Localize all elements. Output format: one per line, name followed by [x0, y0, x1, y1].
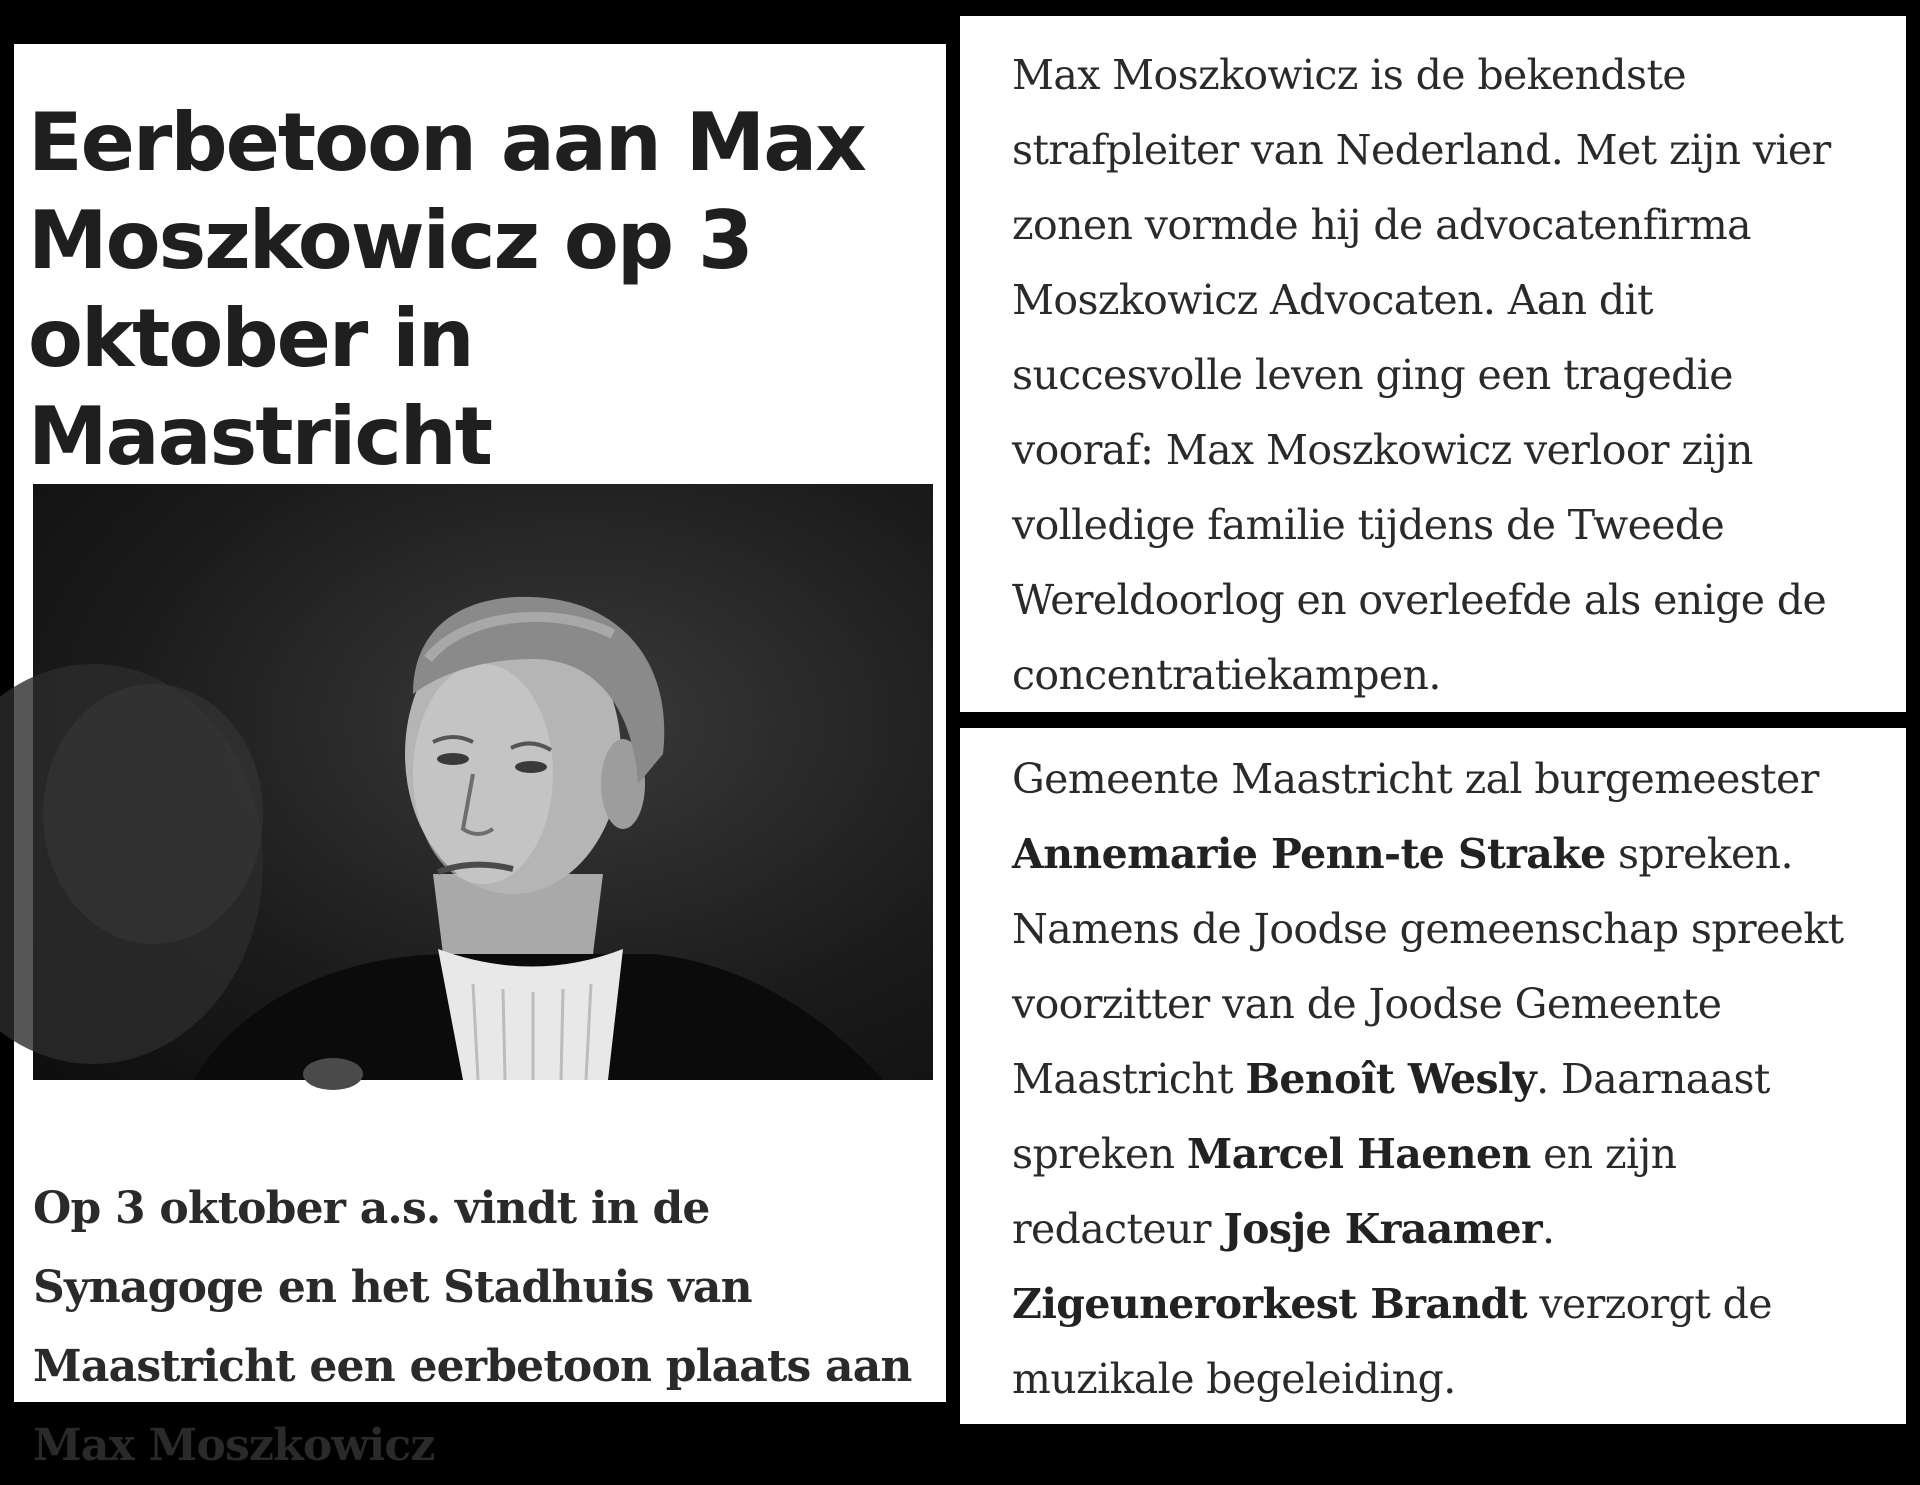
text-fragment: .	[1541, 1205, 1555, 1253]
text-line: vooraf: Max Moszkowicz verloor zijn	[1012, 426, 1753, 474]
speaker-name: Benoît Wesly	[1245, 1055, 1537, 1103]
text-line: strafpleiter van Nederland. Met zijn vier	[1012, 126, 1831, 174]
text-fragment: en zijn	[1530, 1130, 1677, 1178]
text-line: Moszkowicz Advocaten. Aan dit	[1012, 276, 1653, 324]
text-line: voorzitter van de Joodse Gemeente	[1012, 980, 1722, 1028]
speaker-name: Annemarie Penn-te Strake	[1012, 830, 1606, 878]
text-fragment: spreken.	[1605, 830, 1793, 878]
paragraph-program	[1012, 742, 1892, 1417]
text-line: Namens de Joodse gemeenschap spreekt	[1012, 905, 1844, 953]
paragraph-biography	[1012, 38, 1892, 713]
article-lead: Op 3 oktober a.s. vindt in de Synagoge en het Stadhuis van Maastricht een eerbetoon plaats aan Max Moszkowicz	[33, 1183, 912, 1471]
text-line: Max Moszkowicz is de bekendste	[1012, 51, 1686, 99]
speaker-name: Josje Kraamer	[1223, 1205, 1542, 1253]
left-article-panel	[14, 44, 946, 1471]
text-fragment: redacteur	[1012, 1205, 1224, 1253]
text-line: zonen vormde hij de advocatenfirma	[1012, 201, 1751, 249]
text-line: Gemeente Maastricht zal burgemeester	[1012, 755, 1819, 803]
text-line: Wereldoorlog en overleefde als enige de	[1012, 576, 1827, 624]
text-line: muzikale begeleiding.	[1012, 1355, 1456, 1403]
text-fragment: spreken	[1012, 1130, 1187, 1178]
article-headline: Eerbetoon aan Max Moszkowicz op 3 oktober in Maastricht	[28, 96, 865, 483]
portrait-illustration	[33, 484, 933, 1080]
text-fragment: . Daarnaast	[1536, 1055, 1770, 1103]
text-line: concentratiekampen.	[1012, 651, 1441, 699]
right-top-panel	[960, 16, 1906, 712]
text-fragment: Maastricht	[1012, 1055, 1246, 1103]
speaker-name: Marcel Haenen	[1186, 1130, 1531, 1178]
right-bottom-panel	[960, 728, 1906, 1424]
text-line: succesvolle leven ging een tragedie	[1012, 351, 1733, 399]
text-fragment: verzorgt de	[1526, 1280, 1772, 1328]
text-line: volledige familie tijdens de Tweede	[1012, 501, 1725, 549]
portrait-photo	[33, 484, 933, 1080]
orchestra-name: Zigeunerorkest Brandt	[1012, 1280, 1527, 1328]
